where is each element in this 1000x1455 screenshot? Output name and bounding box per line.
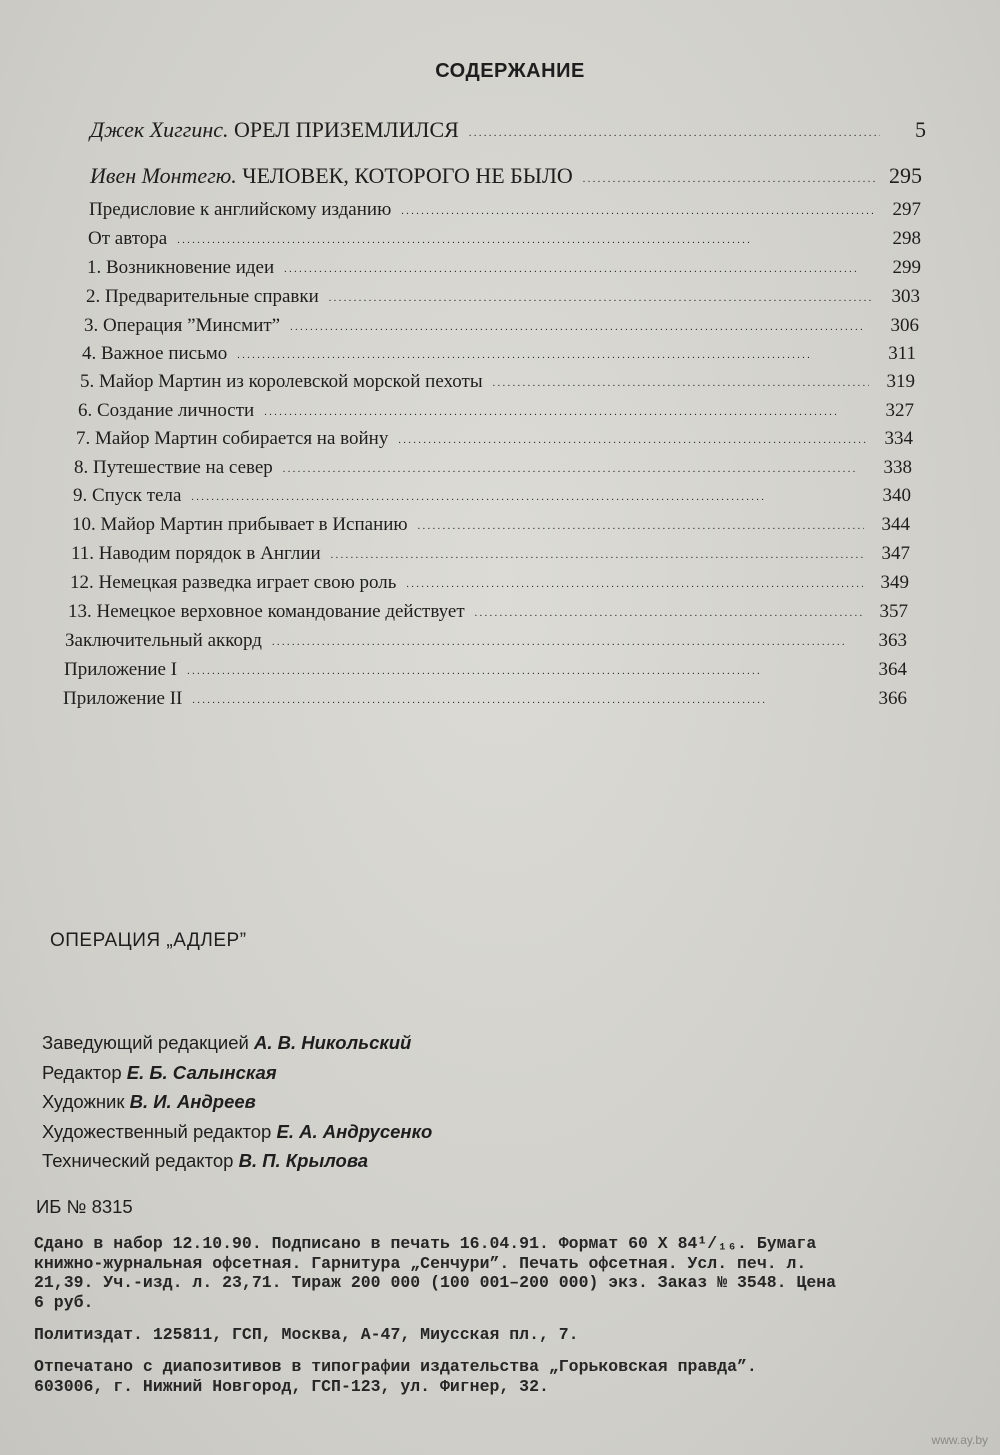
page-number: 347 xyxy=(881,543,910,564)
credit-role: Редактор xyxy=(42,1061,122,1083)
toc-entry xyxy=(70,572,909,594)
toc-entry xyxy=(73,485,911,507)
book-title: ОРЕЛ ПРИЗЕМЛИЛСЯ xyxy=(234,117,459,142)
toc-entry xyxy=(76,428,913,450)
leader-dots xyxy=(191,489,865,505)
toc-entry xyxy=(80,371,915,393)
toc-entry xyxy=(88,228,921,250)
credit-line xyxy=(42,1058,432,1088)
toc-entry xyxy=(82,343,916,365)
book-author: Ивен Монтегю. xyxy=(90,163,237,188)
toc-entry xyxy=(68,601,908,623)
entry-title: 13. Немецкое верховное командование действует xyxy=(68,601,465,622)
publisher-address xyxy=(34,1325,984,1345)
credit-role: Технический редактор xyxy=(42,1150,234,1171)
leader-dots xyxy=(283,461,866,477)
leader-dots xyxy=(264,404,868,420)
toc-entry xyxy=(74,457,912,479)
page-number: 295 xyxy=(889,163,922,188)
entry-title: 4. Важное письмо xyxy=(82,343,228,364)
imprint-line: Политиздат. 125811, ГСП, Москва, А-47, Миусская пл., 7. xyxy=(34,1325,579,1344)
leader-dots xyxy=(177,232,875,248)
toc-entry xyxy=(63,688,907,710)
entry-title: 2. Предварительные справки xyxy=(86,286,319,307)
leader-dots xyxy=(469,125,880,141)
credit-line xyxy=(42,1087,432,1117)
entry-title: От автора xyxy=(88,228,168,249)
credit-name: В. П. Крылова xyxy=(238,1150,369,1171)
credit-line xyxy=(42,1028,432,1058)
toc-book-entry xyxy=(90,117,926,143)
entry-title: Предисловие к английскому изданию xyxy=(89,199,392,220)
leader-dots xyxy=(331,547,864,563)
page-number: 299 xyxy=(892,257,921,278)
toc-entry xyxy=(64,659,907,681)
page-number: 344 xyxy=(881,514,910,535)
toc-entry xyxy=(87,257,921,279)
leader-dots xyxy=(493,375,869,391)
page-number: 5 xyxy=(915,117,926,142)
leader-dots xyxy=(398,432,867,448)
page-number: 349 xyxy=(880,572,909,593)
credit-role: Художник xyxy=(42,1091,125,1112)
page-number: 338 xyxy=(883,457,912,478)
entry-title: 9. Спуск тела xyxy=(73,485,182,506)
page-number: 366 xyxy=(878,688,907,709)
imprint-line: 21,39. Уч.-изд. л. 23,71. Тираж 200 000 (100 001–200 000) экз. Заказ № 3548. Цена xyxy=(34,1273,837,1292)
page-number: 364 xyxy=(878,659,907,680)
imprint-line: Отпечатано с диапозитивов в типографии издательства „Горьковская правда”. xyxy=(34,1357,757,1376)
page-number: 327 xyxy=(885,400,914,421)
entry-title: Приложение I xyxy=(64,659,178,680)
page-number: 297 xyxy=(892,199,921,220)
page-number: 357 xyxy=(879,601,908,622)
entry-title: 11. Наводим порядок в Англии xyxy=(71,543,321,564)
entry-title: 3. Операция ”Минсмит” xyxy=(84,315,281,336)
imprint-line: 603006, г. Нижний Новгород, ГСП-123, ул. Фигнер, 32. xyxy=(34,1376,549,1396)
page-number: 319 xyxy=(886,371,915,392)
toc-entry xyxy=(65,630,907,652)
credits-block xyxy=(42,1028,432,1176)
page-number: 340 xyxy=(882,485,911,506)
credit-role: Художественный редактор xyxy=(42,1120,272,1142)
leader-dots xyxy=(284,261,875,277)
imprint-line: книжно-журнальная офсетная. Гарнитура „Сенчури”. Печать офсетная. Усл. печ. л. xyxy=(34,1253,807,1273)
toc-entry xyxy=(71,543,910,565)
watermark-text: www.ay.by xyxy=(931,1433,988,1447)
print-details xyxy=(34,1234,984,1312)
page-number: 363 xyxy=(878,630,907,651)
toc-entry xyxy=(89,199,921,221)
page-number: 306 xyxy=(890,315,919,336)
entry-title: 5. Майор Мартин из королевской морской пехоты xyxy=(80,371,483,392)
page-number: 298 xyxy=(892,228,921,249)
leader-dots xyxy=(237,347,870,363)
contents-heading: СОДЕРЖАНИЕ xyxy=(435,60,585,82)
entry-title: 1. Возникновение идеи xyxy=(87,257,275,278)
book-title: ЧЕЛОВЕК, КОТОРОГО НЕ БЫЛО xyxy=(242,163,573,188)
credit-line xyxy=(42,1146,432,1176)
leader-dots xyxy=(406,576,863,592)
book-series-title: ОПЕРАЦИЯ „АДЛЕР” xyxy=(50,930,247,951)
credit-name: Е. Б. Салынская xyxy=(126,1061,277,1083)
entry-title: 7. Майор Мартин собирается на войну xyxy=(76,428,389,449)
entry-title: 8. Путешествие на север xyxy=(74,457,273,478)
leader-dots xyxy=(475,605,862,621)
toc-entry xyxy=(72,514,910,536)
leader-dots xyxy=(290,319,873,335)
leader-dots xyxy=(272,634,861,650)
toc-entry xyxy=(86,286,920,308)
entry-title: Приложение II xyxy=(63,688,183,709)
leader-dots xyxy=(187,663,861,679)
toc-entry xyxy=(78,400,914,422)
page-number: 303 xyxy=(891,286,920,307)
entry-title: 10. Майор Мартин прибывает в Испанию xyxy=(72,514,408,535)
entry-title: Заключительный аккорд xyxy=(65,630,262,651)
imprint-line: Сдано в набор 12.10.90. Подписано в печать 16.04.91. Формат 60 Х 84¹/₁₆. Бумага xyxy=(34,1234,817,1253)
leader-dots xyxy=(418,518,864,534)
book-author: Джек Хиггинс. xyxy=(90,117,229,142)
ib-number: ИБ № 8315 xyxy=(36,1196,133,1217)
page-number: 311 xyxy=(888,343,916,364)
leader-dots xyxy=(192,692,861,708)
credit-name: А. В. Никольский xyxy=(253,1032,412,1053)
credit-name: В. И. Андреев xyxy=(129,1091,256,1112)
credit-line xyxy=(42,1117,432,1147)
toc-entry xyxy=(84,315,919,337)
leader-dots xyxy=(583,171,876,187)
imprint-line: 6 руб. xyxy=(34,1292,94,1312)
credit-name: Е. А. Андрусенко xyxy=(276,1120,433,1142)
leader-dots xyxy=(329,290,874,306)
page-number: 334 xyxy=(884,428,913,449)
toc-book-entry xyxy=(90,163,922,189)
entry-title: 12. Немецкая разведка играет свою роль xyxy=(70,572,397,593)
entry-title: 6. Создание личности xyxy=(78,400,255,421)
printer-info xyxy=(34,1357,984,1396)
credit-role: Заведующий редакцией xyxy=(42,1032,249,1053)
leader-dots xyxy=(401,203,875,219)
